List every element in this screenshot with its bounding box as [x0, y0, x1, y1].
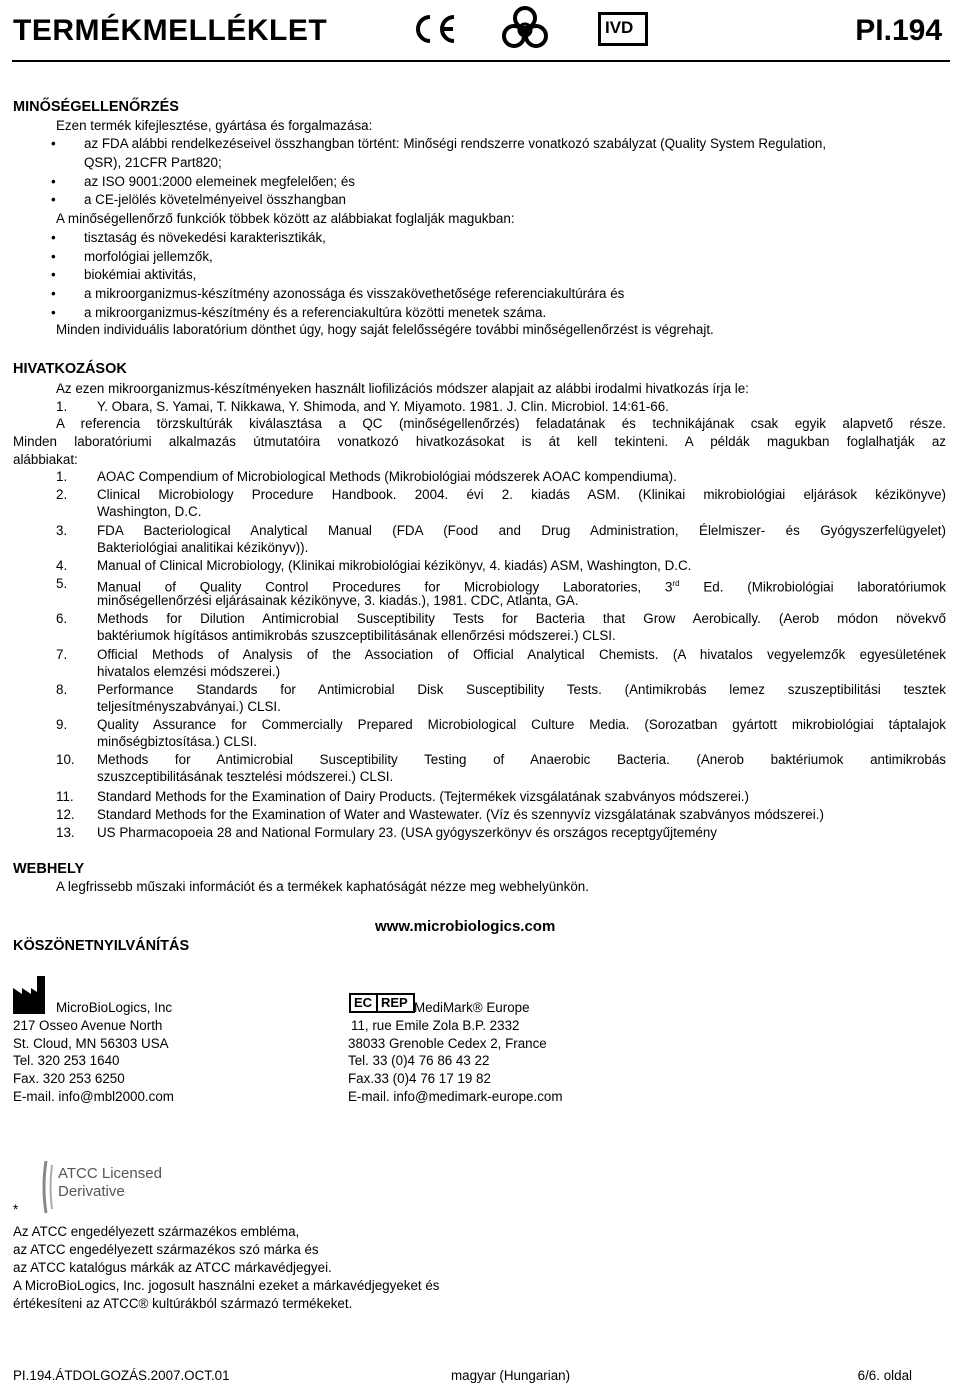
ref-citation: Quality Assurance for Commercially Prepared Microbiological Culture Media. (Sorozatban gyártott mikrobiológiai táptalajok	[97, 717, 946, 732]
ref-number: 2.	[56, 487, 68, 502]
ec-rep-tel: Tel. 33 (0)4 76 86 43 22	[348, 1053, 490, 1068]
refs-paragraph-line: alábbiakat:	[13, 452, 78, 467]
qc-bullet: • morfológiai jellemzők,	[84, 249, 213, 264]
refs-intro: Az ezen mikroorganizmus-készítményeken használt liofilizációs módszer alapjait az alábbi irodalmi hivatkozás írja le:	[56, 381, 749, 396]
product-code: PI.194	[855, 14, 942, 47]
qc-bullet: • a mikroorganizmus-készítmény és a referenciakultúra közötti menetek száma.	[84, 305, 546, 320]
ref-number: 5.	[56, 576, 68, 591]
qc-intro-2: A minőségellenőrző funkciók többek között az alábbiakat foglalják magukban:	[56, 211, 515, 226]
atcc-note-line: Az ATCC engedélyezett származékos embléma,	[13, 1224, 300, 1239]
document-title: TERMÉKMELLÉKLET	[13, 14, 328, 47]
atcc-note-line: értékesíteni az ATCC® kultúrákból származó termékeket.	[13, 1296, 353, 1311]
qc-bullet: • az ISO 9001:2000 elemeinek megfelelően; és	[84, 174, 355, 189]
atcc-note-line: az ATCC katalógus márkák az ATCC márkavédjegyei.	[13, 1260, 332, 1275]
refs-paragraph-line: A referencia törzskultúrák kiválasztása a QC (minőségellenőrzés) feladatának és technikájának csak egyik alapvető része.	[56, 416, 946, 431]
atcc-note-line: az ATCC engedélyezett származékos szó márka és	[13, 1242, 319, 1257]
ref-citation: FDA Bacteriological Analytical Manual (FDA (Food and Drug Administration, Élelmiszer- és Gyógyszerfelügyelet)	[97, 523, 946, 538]
ref-citation-continuation: teljesítményszabványai.) CLSI.	[97, 699, 281, 714]
ivd-label: IVD	[605, 18, 634, 37]
thanks-heading: KÖSZÖNETNYILVÁNÍTÁS	[13, 938, 190, 954]
ref-citation-continuation: Bakteriológiai analitikai kézikönyv)).	[97, 540, 309, 555]
ref-number: 12.	[56, 807, 75, 822]
ref-number: 13.	[56, 825, 75, 840]
atcc-licensed-logo	[40, 1159, 178, 1215]
qc-bullet: • a mikroorganizmus-készítmény azonossága és visszakövethetősége referenciakultúrára és	[84, 286, 624, 301]
ref-citation-continuation: baktériumok hígításos antimikrobás szuszceptibilitásának ellenőrzési módszerei.) CLSI.	[97, 628, 616, 643]
manufacturer-address: 217 Osseo Avenue North	[13, 1018, 163, 1033]
qc-bullet: • az FDA alábbi rendelkezéseivel összhangban történt: Minőségi rendszerre vonatkozó szabályzat (Quality System Regulation,	[84, 136, 826, 151]
atcc-asterisk: *	[13, 1202, 19, 1217]
ref-number: 6.	[56, 611, 68, 626]
refs-heading: HIVATKOZÁSOK	[13, 361, 127, 377]
footer-doc-id: PI.194.ÁTDOLGOZÁS.2007.OCT.01	[13, 1368, 230, 1383]
ec-rep-address: 11, rue Emile Zola B.P. 2332	[351, 1018, 520, 1033]
web-heading: WEBHELY	[13, 861, 85, 877]
ref-number: 4.	[56, 558, 68, 573]
manufacturer-name: MicroBioLogics, Inc	[56, 1000, 173, 1015]
website-link[interactable]: www.microbiologics.com	[375, 918, 556, 935]
ref-citation-part: Ed. (Mikrobiológiai laboratóriumok	[679, 579, 946, 595]
ref-number: 7.	[56, 647, 68, 662]
atcc-note-line: A MicroBioLogics, Inc. jogosult használni ezeket a márkavédjegyeket és	[13, 1278, 440, 1293]
manufacturer-tel: Tel. 320 253 1640	[13, 1053, 120, 1068]
ec-rep-fax: Fax.33 (0)4 76 17 19 82	[348, 1071, 491, 1086]
ref-number: 1.	[56, 469, 68, 484]
ref-citation-continuation: minőségellenőrzési eljárásainak kézikönyve, 3. kiadás.), 1981. CDC, Atlanta, GA.	[97, 593, 579, 608]
ec-rep-name: MediMark® Europe	[414, 1000, 530, 1015]
qc-bullet: • biokémiai aktivitás,	[84, 267, 196, 282]
ref-number: 3.	[56, 523, 68, 538]
ref-number: 9.	[56, 717, 68, 732]
qc-intro: Ezen termék kifejlesztése, gyártása és forgalmazása:	[56, 118, 373, 133]
atcc-logo-line: ATCC Licensed	[58, 1165, 162, 1182]
document-header	[0, 0, 960, 60]
ec-label: EC	[354, 995, 373, 1010]
ref-citation-continuation: szuszceptibilitásának tesztelési módszerei.) CLSI.	[97, 769, 394, 784]
rep-label: REP	[381, 995, 408, 1010]
footer-language: magyar (Hungarian)	[451, 1368, 571, 1383]
ordinal-suffix: rd	[672, 579, 680, 588]
footer-page-number: 6/6. oldal	[857, 1368, 912, 1383]
atcc-logo-line: Derivative	[58, 1183, 125, 1200]
ref-number: 11.	[56, 789, 74, 804]
ref-citation: Official Methods of Analysis of the Association of Official Analytical Chemists. (A hivatalos vegyelemzők egyesületének	[97, 647, 946, 662]
ref-citation: Y. Obara, S. Yamai, T. Nikkawa, Y. Shimoda, and Y. Miyamoto. 1981. J. Clin. Microbiol. 14:61-66.	[97, 399, 669, 414]
qc-closing: Minden individuális laboratórium dönthet úgy, hogy saját felelősségére további minőségellenőrzést is végrehajt.	[56, 322, 714, 337]
qc-bullet-continuation: QSR), 21CFR Part820;	[84, 155, 222, 170]
web-text: A legfrissebb műszaki információt és a termékek kaphatóságát nézze meg webhelyünkön.	[56, 879, 589, 894]
ref-citation-continuation: Washington, D.C.	[97, 504, 202, 519]
ref-citation: US Pharmacopoeia 28 and National Formulary 23. (USA gyógyszerkönyv és országos receptgyűjtemény	[97, 825, 717, 840]
ref-citation-continuation: minőségbiztosítása.) CLSI.	[97, 734, 258, 749]
header-divider	[12, 60, 950, 62]
qc-bullet: • a CE-jelölés követelményeivel összhangban	[84, 192, 346, 207]
ref-citation: Methods for Dilution Antimicrobial Susceptibility Tests for Bacteria that Grow Aerobically. (Aerob módon növekvő	[97, 611, 946, 626]
ec-rep-address: 38033 Grenoble Cedex 2, France	[348, 1036, 547, 1051]
ref-citation: AOAC Compendium of Microbiological Methods (Mikrobiológiai módszerek AOAC kompendiuma).	[97, 469, 677, 484]
ref-citation: Performance Standards for Antimicrobial Disk Susceptibility Tests. (Antimikrobás lemez szuszeptibilitási tesztek	[97, 682, 946, 697]
ref-citation: Manual of Clinical Microbiology, (Klinikai mikrobiológiai kézikönyv, 4. kiadás) ASM, Washington, D.C.	[97, 558, 692, 573]
ce-mark-icon	[410, 12, 460, 46]
ref-number: 1.	[56, 399, 68, 414]
ec-rep-email: E-mail. info@medimark-europe.com	[348, 1089, 563, 1104]
ref-number: 8.	[56, 682, 68, 697]
ec-rep-icon	[349, 993, 415, 1013]
manufacturer-address: St. Cloud, MN 56303 USA	[13, 1036, 169, 1051]
refs-paragraph-line: Minden laboratóriumi alkalmazás útmutatóira vonatkozó hivatkozásokat is át kell tekinteni. A példák magukban foglalhatják az	[13, 434, 946, 449]
qc-bullet: • tisztaság és növekedési karakterisztikák,	[84, 230, 326, 245]
ref-number: 10.	[56, 752, 75, 767]
qc-heading: MINŐSÉGELLENŐRZÉS	[13, 99, 179, 115]
manufacturer-fax: Fax. 320 253 6250	[13, 1071, 125, 1086]
ref-citation: Clinical Microbiology Procedure Handbook. 2004. évi 2. kiadás ASM. (Klinikai mikrobiológiai eljárások kézikönyve)	[97, 487, 946, 502]
ref-citation: Methods for Antimicrobial Susceptibility Testing of Anaerobic Bacteria. (Anerob baktériumok antimikrobás	[97, 752, 946, 767]
ref-citation-part: Manual of Quality Control Procedures for Microbiology Laboratories, 3	[97, 579, 673, 595]
ivd-badge	[598, 12, 648, 46]
manufacturer-factory-icon	[13, 976, 47, 1014]
biohazard-icon	[500, 4, 550, 54]
ref-citation: Standard Methods for the Examination of Dairy Products. (Tejtermékek vizsgálatának szabványos módszerei.)	[97, 789, 749, 804]
ref-citation-continuation: hivatalos elemzési módszerei.)	[97, 664, 281, 679]
ref-citation: Standard Methods for the Examination of Water and Wastewater. (Víz és szennyvíz vizsgálatának szabványos módszerei.)	[97, 807, 824, 822]
manufacturer-email: E-mail. info@mbl2000.com	[13, 1089, 174, 1104]
